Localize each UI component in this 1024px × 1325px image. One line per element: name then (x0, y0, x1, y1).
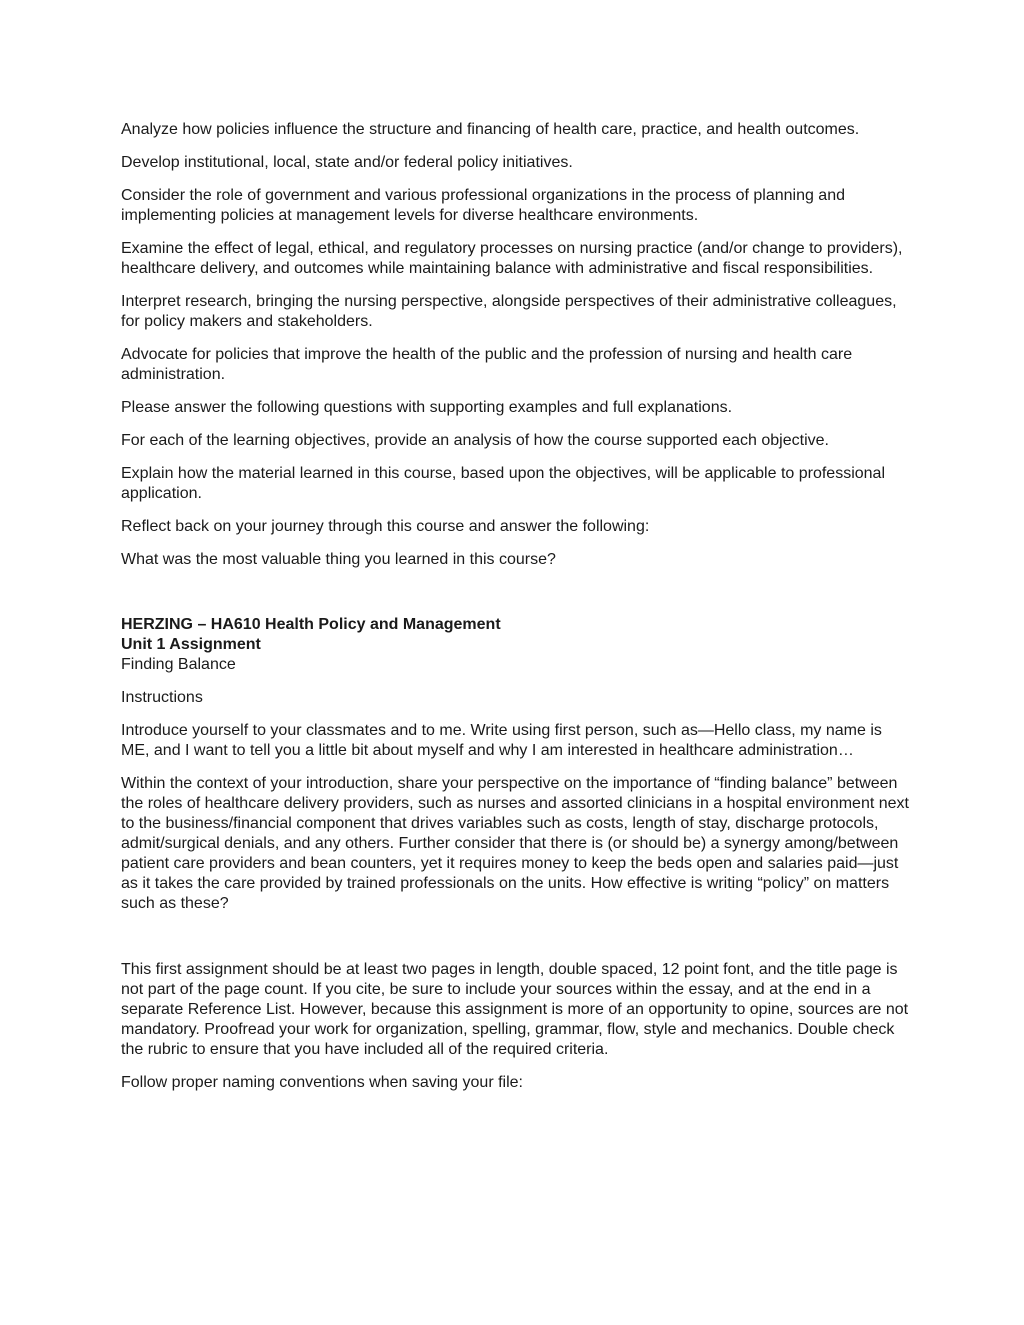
objective-6: Advocate for policies that improve the health of the public and the profession of nursing and health care administration. (121, 346, 853, 383)
section-spacer (121, 927, 911, 960)
objective-5: Interpret research, bringing the nursing perspective, alongside perspectives of their administrative colleagues, for policy makers and stakeholders. (121, 293, 897, 330)
assignment-heading (121, 615, 911, 675)
objective-3: Consider the role of government and various professional organizations in the process of planning and implementing policies at management levels for diverse healthcare environments. (121, 187, 845, 224)
intro-paragraph: Introduce yourself to your classmates and to me. Write using first person, such as—Hello class, my name is ME, and I want to tell you a little bit about myself and why I am interested in healthcare administration… (121, 722, 882, 759)
objective-1: Analyze how policies influence the structure and financing of health care, practice, and health outcomes. (121, 121, 860, 138)
document-page (121, 120, 911, 1106)
question-most-valuable: What was the most valuable thing you learned in this course? (121, 551, 556, 568)
objective-4: Examine the effect of legal, ethical, and regulatory processes on nursing practice (and/or change to providers), healthcare delivery, and outcomes while maintaining balance with administrative and fiscal responsibilities. (121, 240, 903, 277)
question-intro: Please answer the following questions with supporting examples and full explanations. (121, 399, 733, 416)
question-reflect: Reflect back on your journey through this course and answer the following: (121, 518, 650, 535)
requirements-paragraph: This first assignment should be at least two pages in length, double spaced, 12 point font, and the title page is not part of the page count. If you cite, be sure to include your sources within the essay, and at the end in a separate Reference List. However, because this assignment is more of an opportunity to opine, sources are not mandatory. Proofread your work for organization, spelling, grammar, flow, style and mechanics. Double check the rubric to ensure that you have included all of the required criteria. (121, 961, 909, 1058)
question-objectives-analysis: For each of the learning objectives, provide an analysis of how the course supported each objective. (121, 432, 829, 449)
assignment-name: Finding Balance (121, 656, 236, 673)
naming-paragraph: Follow proper naming conventions when saving your file: (121, 1074, 523, 1091)
objective-2: Develop institutional, local, state and/or federal policy initiatives. (121, 154, 573, 171)
question-professional-application: Explain how the material learned in this course, based upon the objectives, will be applicable to professional application. (121, 465, 886, 502)
section-spacer (121, 583, 911, 615)
context-paragraph: Within the context of your introduction, share your perspective on the importance of “finding balance” between the roles of healthcare delivery providers, such as nurses and assorted clinicians in a hospital environment next to the business/financial component that drives variables such as costs, length of stay, discharge protocols, admit/surgical denials, and any others. Further consider that there is (or should be) a synergy among/between patient care providers and bean counters, yet it requires money to keep the beds open and salaries paid—just as it takes the care provided by trained professionals on the units. How effective is writing “policy” on matters such as these? (121, 775, 909, 912)
instructions-label: Instructions (121, 689, 203, 706)
unit-title: Unit 1 Assignment (121, 636, 261, 653)
course-title: HERZING – HA610 Health Policy and Management (121, 616, 501, 633)
